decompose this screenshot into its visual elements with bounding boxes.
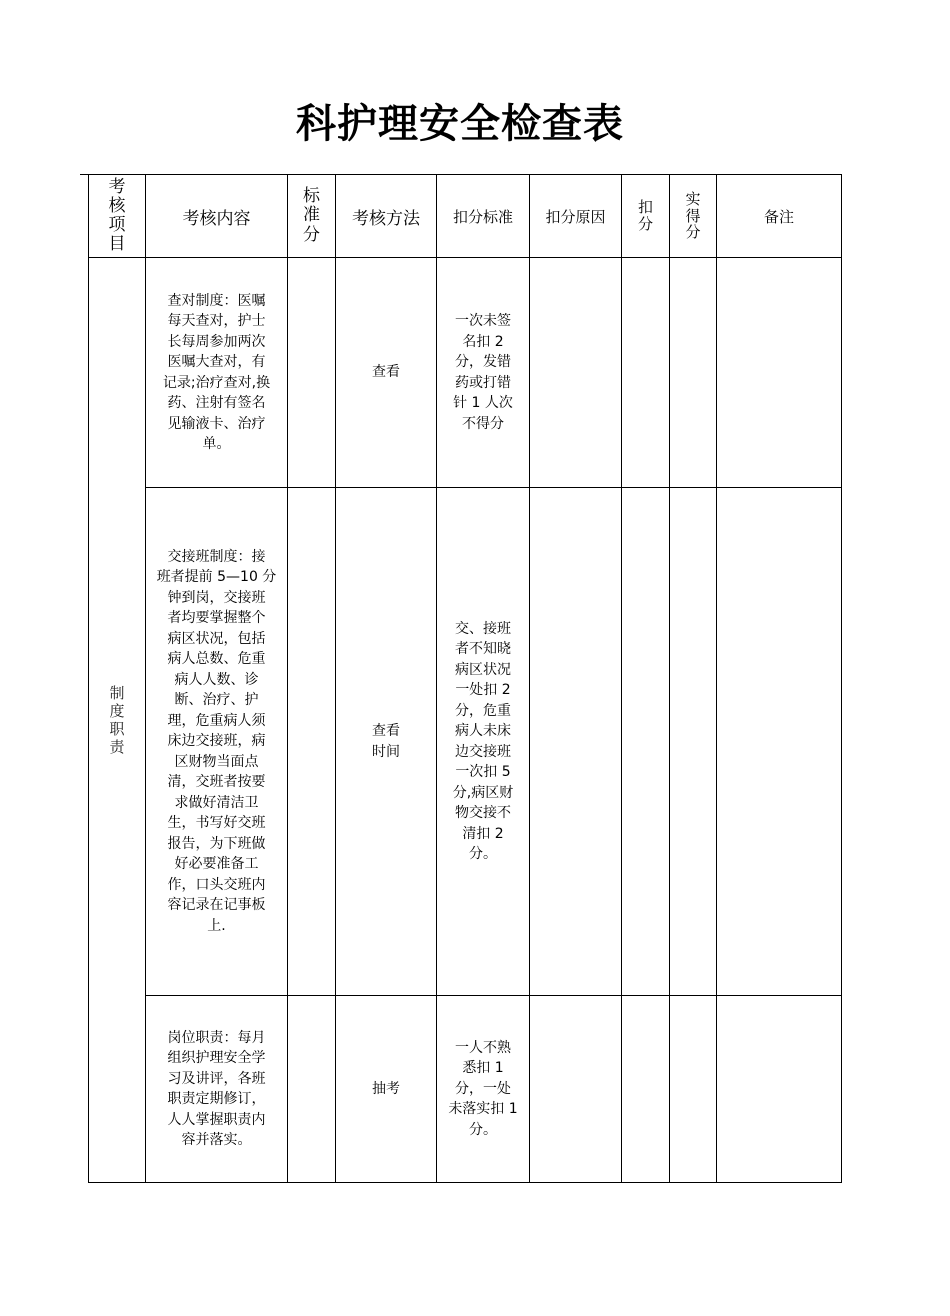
table-row (89, 258, 842, 488)
content-cell: 交接班制度：接 班者提前 5—10 分 钟到岗，交接班 者均要掌握整个 病区状况，包括 病人总数、危重 病人人数、诊 断、治疗、护 理，危重病人须 床边交接班，病 区财物当面点 清，交班者按要 求做好清洁卫 生，书写好交班 报告，为下班做 好必要准备工 作，口头交班内 容记录在记事板 上. (146, 488, 288, 996)
header-item: 考核项目 (89, 175, 146, 258)
header-method: 考核方法 (336, 175, 437, 258)
category-cell: 制度职责 (89, 258, 146, 1183)
content-cell: 岗位职责：每月 组织护理安全学 习及讲评，各班 职责定期修订， 人人掌握职责内 容并落实。 (146, 996, 288, 1183)
table-row (89, 996, 842, 1183)
method-cell: 查看 (336, 258, 437, 488)
header-standard-score: 标准分 (288, 175, 336, 258)
deduction-reason-cell (530, 488, 622, 996)
remarks-cell (717, 488, 842, 996)
deduction-cell (622, 488, 670, 996)
standard-score-cell (288, 996, 336, 1183)
table-row (89, 488, 842, 996)
deduction-reason-cell (530, 258, 622, 488)
deduction-standard-cell: 交、接班 者不知晓 病区状况 一处扣 2 分，危重 病人未床 边交接班 一次扣 5 分,病区财 物交接不 清扣 2 分。 (437, 488, 530, 996)
page-title: 科护理安全检查表 (296, 100, 624, 147)
header-deduction-reason: 扣分原因 (530, 175, 622, 258)
remarks-cell (717, 258, 842, 488)
deduction-standard-cell: 一人不熟 悉扣 1 分，一处 未落实扣 1 分。 (437, 996, 530, 1183)
header-deduction: 扣分 (622, 175, 670, 258)
deduction-reason-cell (530, 996, 622, 1183)
actual-score-cell (670, 488, 717, 996)
header-row (89, 175, 842, 258)
header-remarks: 备注 (717, 175, 842, 258)
standard-score-cell (288, 488, 336, 996)
actual-score-cell (670, 996, 717, 1183)
remarks-cell (717, 996, 842, 1183)
actual-score-cell (670, 258, 717, 488)
method-cell: 抽考 (336, 996, 437, 1183)
method-cell: 查看 时间 (336, 488, 437, 996)
header-actual-score: 实得分 (670, 175, 717, 258)
header-deduction-standard: 扣分标准 (437, 175, 530, 258)
safety-checklist-table (88, 174, 842, 1183)
content-cell: 查对制度：医嘱 每天查对，护士 长每周参加两次 医嘱大查对，有 记录;治疗查对,换 药、注射有签名 见输液卡、治疗 单。 (146, 258, 288, 488)
header-content: 考核内容 (146, 175, 288, 258)
table-edge-mark (80, 174, 88, 175)
deduction-standard-cell: 一次未签 名扣 2 分，发错 药或打错 针 1 人次 不得分 (437, 258, 530, 488)
deduction-cell (622, 258, 670, 488)
standard-score-cell (288, 258, 336, 488)
deduction-cell (622, 996, 670, 1183)
